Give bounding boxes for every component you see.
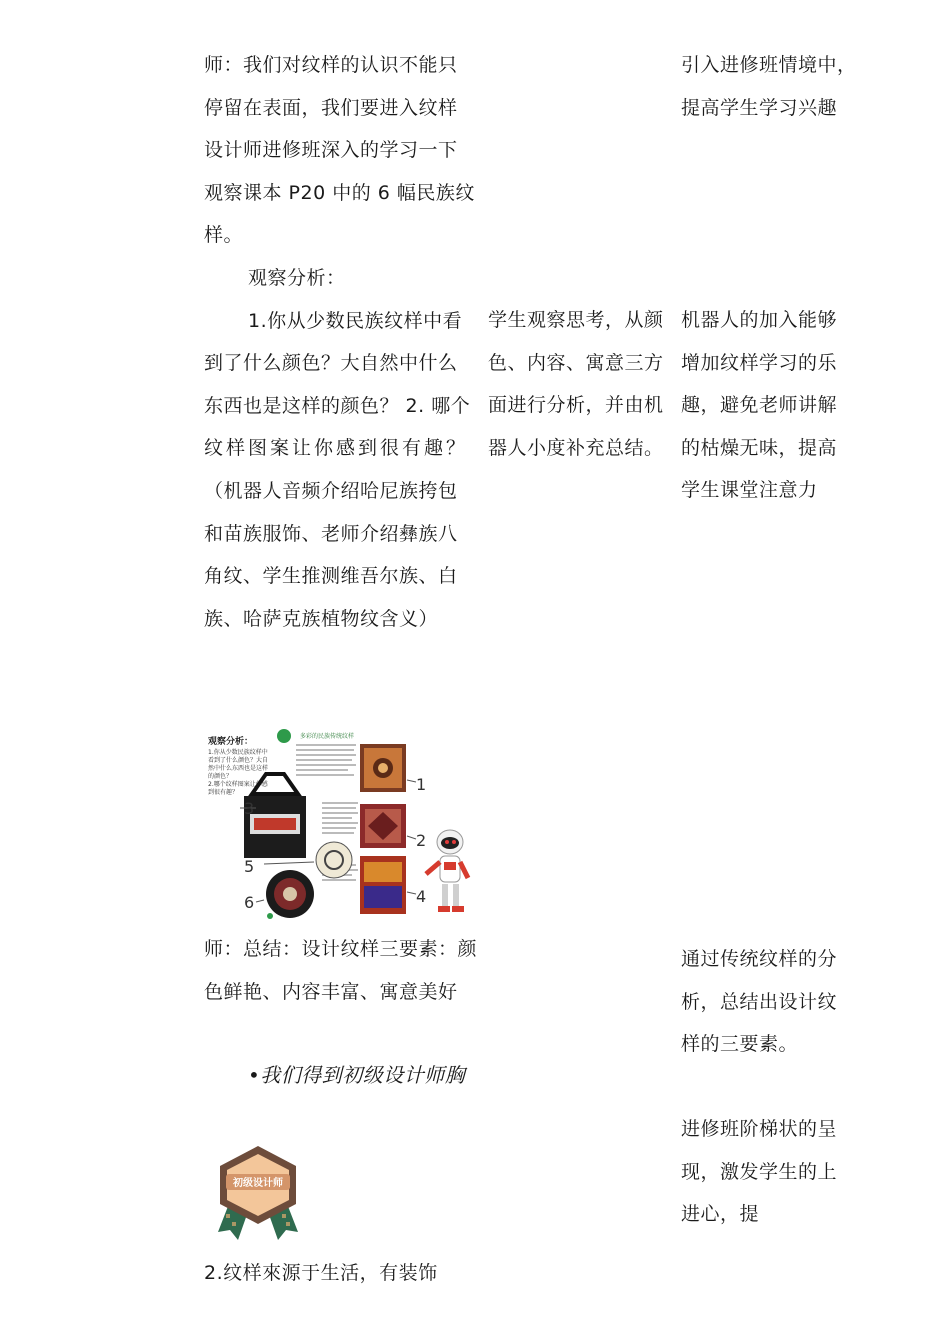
thumb-panel-line: 1.你从少数民族纹样中 <box>208 749 268 756</box>
thumb-page-title: 多彩的民族传统纹样 <box>300 733 355 740</box>
text-line: 增加纹样学习的乐 <box>681 351 838 374</box>
text-line: 色鲜艳、内容丰富、寓意美好 <box>204 980 458 1003</box>
text-line: 引入进修班情境中， <box>681 54 857 76</box>
badge-announcement <box>204 1054 474 1097</box>
thumb-number: 2 <box>416 831 427 850</box>
textbook-page-thumbnail <box>204 724 476 920</box>
teacher-activity-column <box>204 44 474 640</box>
text-line: 的枯燥无味，提高 <box>681 436 838 459</box>
text-line: 东西也是这样的颜色？ 2. 哪个 <box>204 394 471 417</box>
text-line: 到了什么颜色？大自然中什么 <box>204 352 458 375</box>
text-line: 族、哈萨克族植物纹含义） <box>204 607 439 630</box>
text-line: 学生观察思考，从颜 <box>488 309 664 331</box>
text-line: 样的三要素。 <box>681 1033 799 1056</box>
thumb-panel-title: 观察分析： <box>208 737 254 747</box>
thumb-number: 3 <box>244 799 255 818</box>
text-line: 趣，避免老师讲解 <box>681 394 838 417</box>
text-line: 现，激发学生的上 <box>681 1160 838 1183</box>
text-line: 纹样图案让你感到很有趣？ <box>204 437 469 460</box>
design-intent-block-2 <box>681 299 841 512</box>
design-intent-block-4 <box>681 1108 841 1236</box>
junior-designer-badge <box>212 1144 304 1242</box>
thumb-panel-line: 的颜色？ <box>208 773 233 780</box>
student-activity-column <box>488 299 668 469</box>
last-line <box>204 1252 474 1295</box>
text-line: 进修班阶梯状的呈 <box>681 1118 838 1140</box>
thumb-number: 5 <box>244 857 255 876</box>
text-line: 析，总结出设计纹 <box>681 990 838 1013</box>
text-line: 学生课堂注意力 <box>681 479 818 502</box>
text-line: 机器人的加入能够 <box>681 309 838 331</box>
text-line: 师：总结：设计纹样三要素：颜 <box>204 938 478 960</box>
thumb-number: 1 <box>416 775 427 794</box>
badge-label: 初级设计师 <box>233 1178 283 1189</box>
thumb-panel-line: 然中什么东西也是这样 <box>208 765 269 772</box>
text-line: 和苗族服饰、老师介绍彝族八 <box>204 522 458 545</box>
text-line: 通过传统纹样的分 <box>681 948 838 970</box>
text-line: 样。 <box>204 224 244 247</box>
thumb-panel-line: 2.哪个纹样图案让你感 <box>208 781 268 788</box>
text-line: 面进行分析，并由机 <box>488 394 664 417</box>
thumb-number: 6 <box>244 893 255 912</box>
text-line: 色、内容、寓意三方 <box>488 351 664 374</box>
text-line: 提高学生学习兴趣 <box>681 96 838 119</box>
design-intent-block-3 <box>681 938 841 1066</box>
text-line: •我们得到初级设计师胸 <box>248 1063 466 1087</box>
text-line: （机器人音频介绍哈尼族挎包 <box>204 479 458 502</box>
text-line: 2.纹样來源于生活，有装饰 <box>204 1262 438 1284</box>
thumb-panel-line: 看到了什么颜色？大自 <box>208 757 269 764</box>
design-intent-block-1 <box>681 44 857 129</box>
text-line: 设计师进修班深入的学习一下 <box>204 139 458 162</box>
text-line: 观察课本 P20 中的 6 幅民族纹 <box>204 181 475 204</box>
text-line: 器人小度补充总结。 <box>488 436 664 459</box>
thumb-number: 4 <box>416 887 427 906</box>
teacher-summary <box>204 928 478 1013</box>
text-line: 1.你从少数民族纹样中看 <box>248 309 463 332</box>
observation-heading: 观察分析： <box>248 266 346 289</box>
text-line: 角纹、学生推测维吾尔族、白 <box>204 565 458 588</box>
robot-illustration <box>426 830 468 912</box>
text-line: 停留在表面，我们要进入纹样 <box>204 96 458 119</box>
text-line: 师：我们对纹样的认识不能只 <box>204 54 458 76</box>
thumb-panel-line: 到很有趣？ <box>208 789 239 796</box>
text-line: 进心，提 <box>681 1203 760 1226</box>
